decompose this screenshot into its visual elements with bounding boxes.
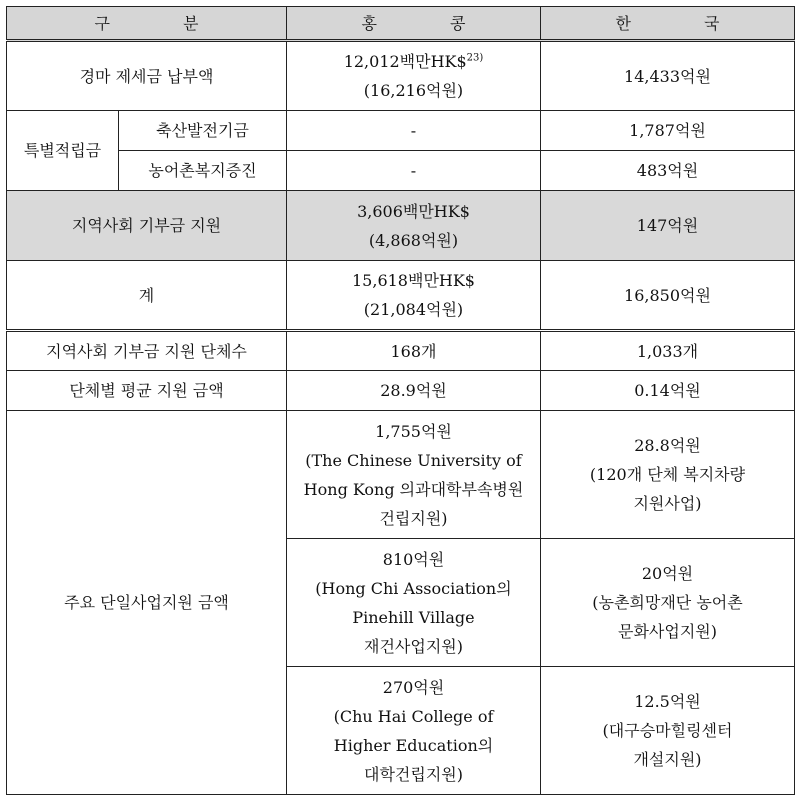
total-label: 계 xyxy=(7,261,287,331)
rural-label: 농어촌복지증진 xyxy=(119,151,287,191)
major-1-kr xyxy=(541,411,795,539)
total-hk-line1: 15,618백만HK$ xyxy=(352,271,475,290)
major-label: 주요 단일사업지원 금액 xyxy=(7,411,287,795)
community-hk-line2: (4,868억원) xyxy=(368,230,459,250)
rural-kr: 483억원 xyxy=(541,151,795,191)
community-row xyxy=(7,191,795,261)
total-row xyxy=(7,261,795,331)
header-korea-text: 한 국 xyxy=(615,13,754,33)
major-3-kr-desc-2: 개설지원) xyxy=(633,750,702,769)
tax-kr: 14,433억원 xyxy=(541,41,795,111)
header-hongkong xyxy=(287,7,541,41)
rural-hk: - xyxy=(287,151,541,191)
org-count-row xyxy=(7,331,795,371)
header-row xyxy=(7,7,795,41)
major-1-hk-desc-2: Hong Kong 의과대학부속병원 xyxy=(303,479,524,499)
community-hk xyxy=(287,191,541,261)
org-count-label: 지역사회 기부금 지원 단체수 xyxy=(7,331,287,371)
tax-hk-footnote: 23) xyxy=(466,52,484,64)
major-2-hk xyxy=(287,539,541,667)
major-2-kr xyxy=(541,539,795,667)
special-fund-row-2 xyxy=(7,151,795,191)
major-3-kr xyxy=(541,667,795,795)
livestock-kr: 1,787억원 xyxy=(541,111,795,151)
major-1-kr-amount: 28.8억원 xyxy=(634,436,701,455)
major-3-hk-desc-3: 대학건립지원) xyxy=(364,764,463,784)
tax-hk-line2: (16,216억원) xyxy=(363,81,464,100)
total-hk-line2: (21,084억원) xyxy=(363,300,464,319)
major-1-kr-desc-1: (120개 단체 복지차량 xyxy=(589,465,746,484)
special-fund-row-1 xyxy=(7,111,795,151)
livestock-hk: - xyxy=(287,111,541,151)
total-hk xyxy=(287,261,541,331)
tax-row xyxy=(7,41,795,111)
header-korea xyxy=(541,7,795,41)
avg-amount-hk: 28.9억원 xyxy=(287,371,541,411)
tax-hk xyxy=(287,41,541,111)
avg-amount-label: 단체별 평균 지원 금액 xyxy=(7,371,287,411)
community-kr: 147억원 xyxy=(541,191,795,261)
major-2-kr-desc-2: 문화사업지원) xyxy=(618,622,717,641)
major-1-kr-desc-2: 지원사업) xyxy=(633,494,702,513)
avg-amount-kr: 0.14억원 xyxy=(541,371,795,411)
major-1-hk-amount: 1,755억원 xyxy=(375,421,452,441)
header-category xyxy=(7,7,287,41)
org-count-kr: 1,033개 xyxy=(541,331,795,371)
major-2-kr-desc-1: (농촌희망재단 농어촌 xyxy=(592,593,743,612)
special-fund-label: 특별적립금 xyxy=(7,111,119,191)
major-row-1 xyxy=(7,411,795,539)
header-category-text: 구 분 xyxy=(94,13,233,33)
major-3-hk xyxy=(287,667,541,795)
avg-amount-row xyxy=(7,371,795,411)
community-label: 지역사회 기부금 지원 xyxy=(7,191,287,261)
major-2-hk-desc-3: 재건사업지원) xyxy=(364,636,463,656)
total-kr: 16,850억원 xyxy=(541,261,795,331)
major-3-kr-desc-1: (대구승마힐링센터 xyxy=(602,721,733,740)
major-3-hk-desc-1: (Chu Hai College of xyxy=(333,706,494,726)
livestock-label: 축산발전기금 xyxy=(119,111,287,151)
major-1-hk-desc-3: 건립지원) xyxy=(379,508,448,528)
major-2-hk-desc-1: (Hong Chi Association의 xyxy=(315,578,512,598)
major-3-kr-amount: 12.5억원 xyxy=(634,692,701,711)
comparison-table xyxy=(6,6,795,795)
header-hongkong-text: 홍 콩 xyxy=(361,13,500,33)
major-1-hk-desc-1: (The Chinese University of xyxy=(305,450,522,470)
major-3-hk-desc-2: Higher Education의 xyxy=(333,735,494,755)
major-3-hk-amount: 270억원 xyxy=(382,677,445,697)
org-count-hk: 168개 xyxy=(287,331,541,371)
major-1-hk xyxy=(287,411,541,539)
tax-label: 경마 제세금 납부액 xyxy=(7,41,287,111)
major-2-kr-amount: 20억원 xyxy=(641,564,694,583)
tax-hk-value: 12,012백만HK$ xyxy=(343,52,467,71)
tax-hk-line1 xyxy=(291,47,536,76)
community-hk-line1: 3,606백만HK$ xyxy=(357,201,470,221)
major-2-hk-amount: 810억원 xyxy=(382,549,445,569)
major-2-hk-desc-2: Pinehill Village xyxy=(352,607,475,627)
